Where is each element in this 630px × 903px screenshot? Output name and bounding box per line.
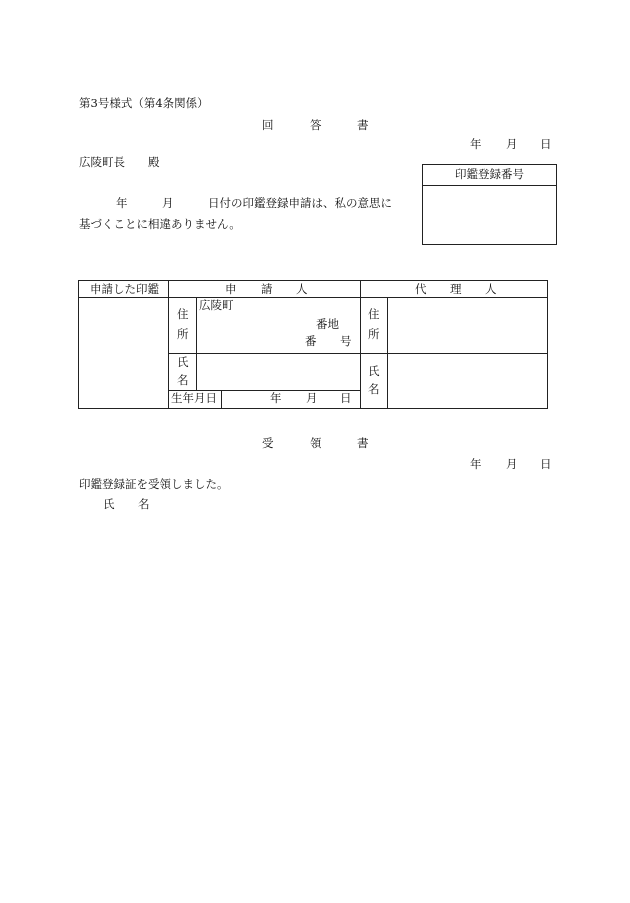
address-name-divider [168, 353, 548, 354]
addressee: 広陵町長 [79, 155, 125, 169]
receipt-date-day: 日 [540, 457, 552, 471]
agent-header-char-3: 人 [485, 282, 497, 296]
applicant-address-label-2: 所 [177, 327, 189, 341]
answer-title-char-2: 答 [310, 118, 322, 132]
birth-date-day: 日 [340, 391, 352, 405]
applicant-header-char-2: 請 [261, 282, 273, 296]
birth-date-year: 年 [270, 391, 282, 405]
form-number: 第3号様式（第4条関係） [79, 96, 209, 110]
receipt-title-char-3: 書 [357, 436, 369, 450]
applicant-name-label-1: 氏 [177, 355, 189, 369]
receipt-title-char-2: 領 [310, 436, 322, 450]
agent-name-label-2: 名 [368, 382, 380, 396]
agent-header-char-2: 理 [450, 282, 462, 296]
statement-year: 年 [116, 196, 128, 210]
applicant-label-divider [196, 297, 197, 390]
applicant-address-label-1: 住 [177, 307, 189, 321]
receipt-text: 印鑑登録証を受領しました。 [79, 477, 229, 491]
applicant-header-char-3: 人 [296, 282, 308, 296]
statement-line1: 日付の印鑑登録申請は、私の意思に [208, 196, 392, 210]
registration-number-divider [422, 185, 557, 186]
table-header-divider [78, 297, 548, 298]
applicant-town: 広陵町 [199, 298, 234, 312]
receipt-date-month: 月 [506, 457, 518, 471]
applicant-banchi: 番地 [316, 317, 339, 331]
seal-header: 申請した印鑑 [90, 282, 159, 296]
birth-label-divider [221, 390, 222, 409]
birth-date-month: 月 [306, 391, 318, 405]
registration-number-label: 印鑑登録番号 [455, 167, 524, 181]
receipt-date-year: 年 [470, 457, 482, 471]
applicant-go: 号 [340, 334, 352, 348]
birth-date-label: 生年月日 [171, 391, 217, 405]
agent-header-char-1: 代 [415, 282, 427, 296]
applicant-name-label-2: 名 [177, 373, 189, 387]
statement-line2: 基づくことに相違ありません。 [79, 217, 241, 231]
honorific: 殿 [148, 155, 160, 169]
agent-address-label-2: 所 [368, 327, 380, 341]
agent-address-label-1: 住 [368, 307, 380, 321]
answer-date-day: 日 [540, 137, 552, 151]
receipt-name-label-2: 名 [138, 497, 150, 511]
receipt-name-label-1: 氏 [103, 497, 115, 511]
answer-title-char-3: 書 [357, 118, 369, 132]
agent-name-label-1: 氏 [368, 364, 380, 378]
answer-date-year: 年 [470, 137, 482, 151]
answer-date-month: 月 [506, 137, 518, 151]
statement-month: 月 [162, 196, 174, 210]
applicant-header-char-1: 申 [225, 282, 237, 296]
receipt-title-char-1: 受 [262, 436, 274, 450]
applicant-ban: 番 [305, 334, 317, 348]
answer-title-char-1: 回 [262, 118, 274, 132]
agent-column-divider [360, 280, 361, 409]
